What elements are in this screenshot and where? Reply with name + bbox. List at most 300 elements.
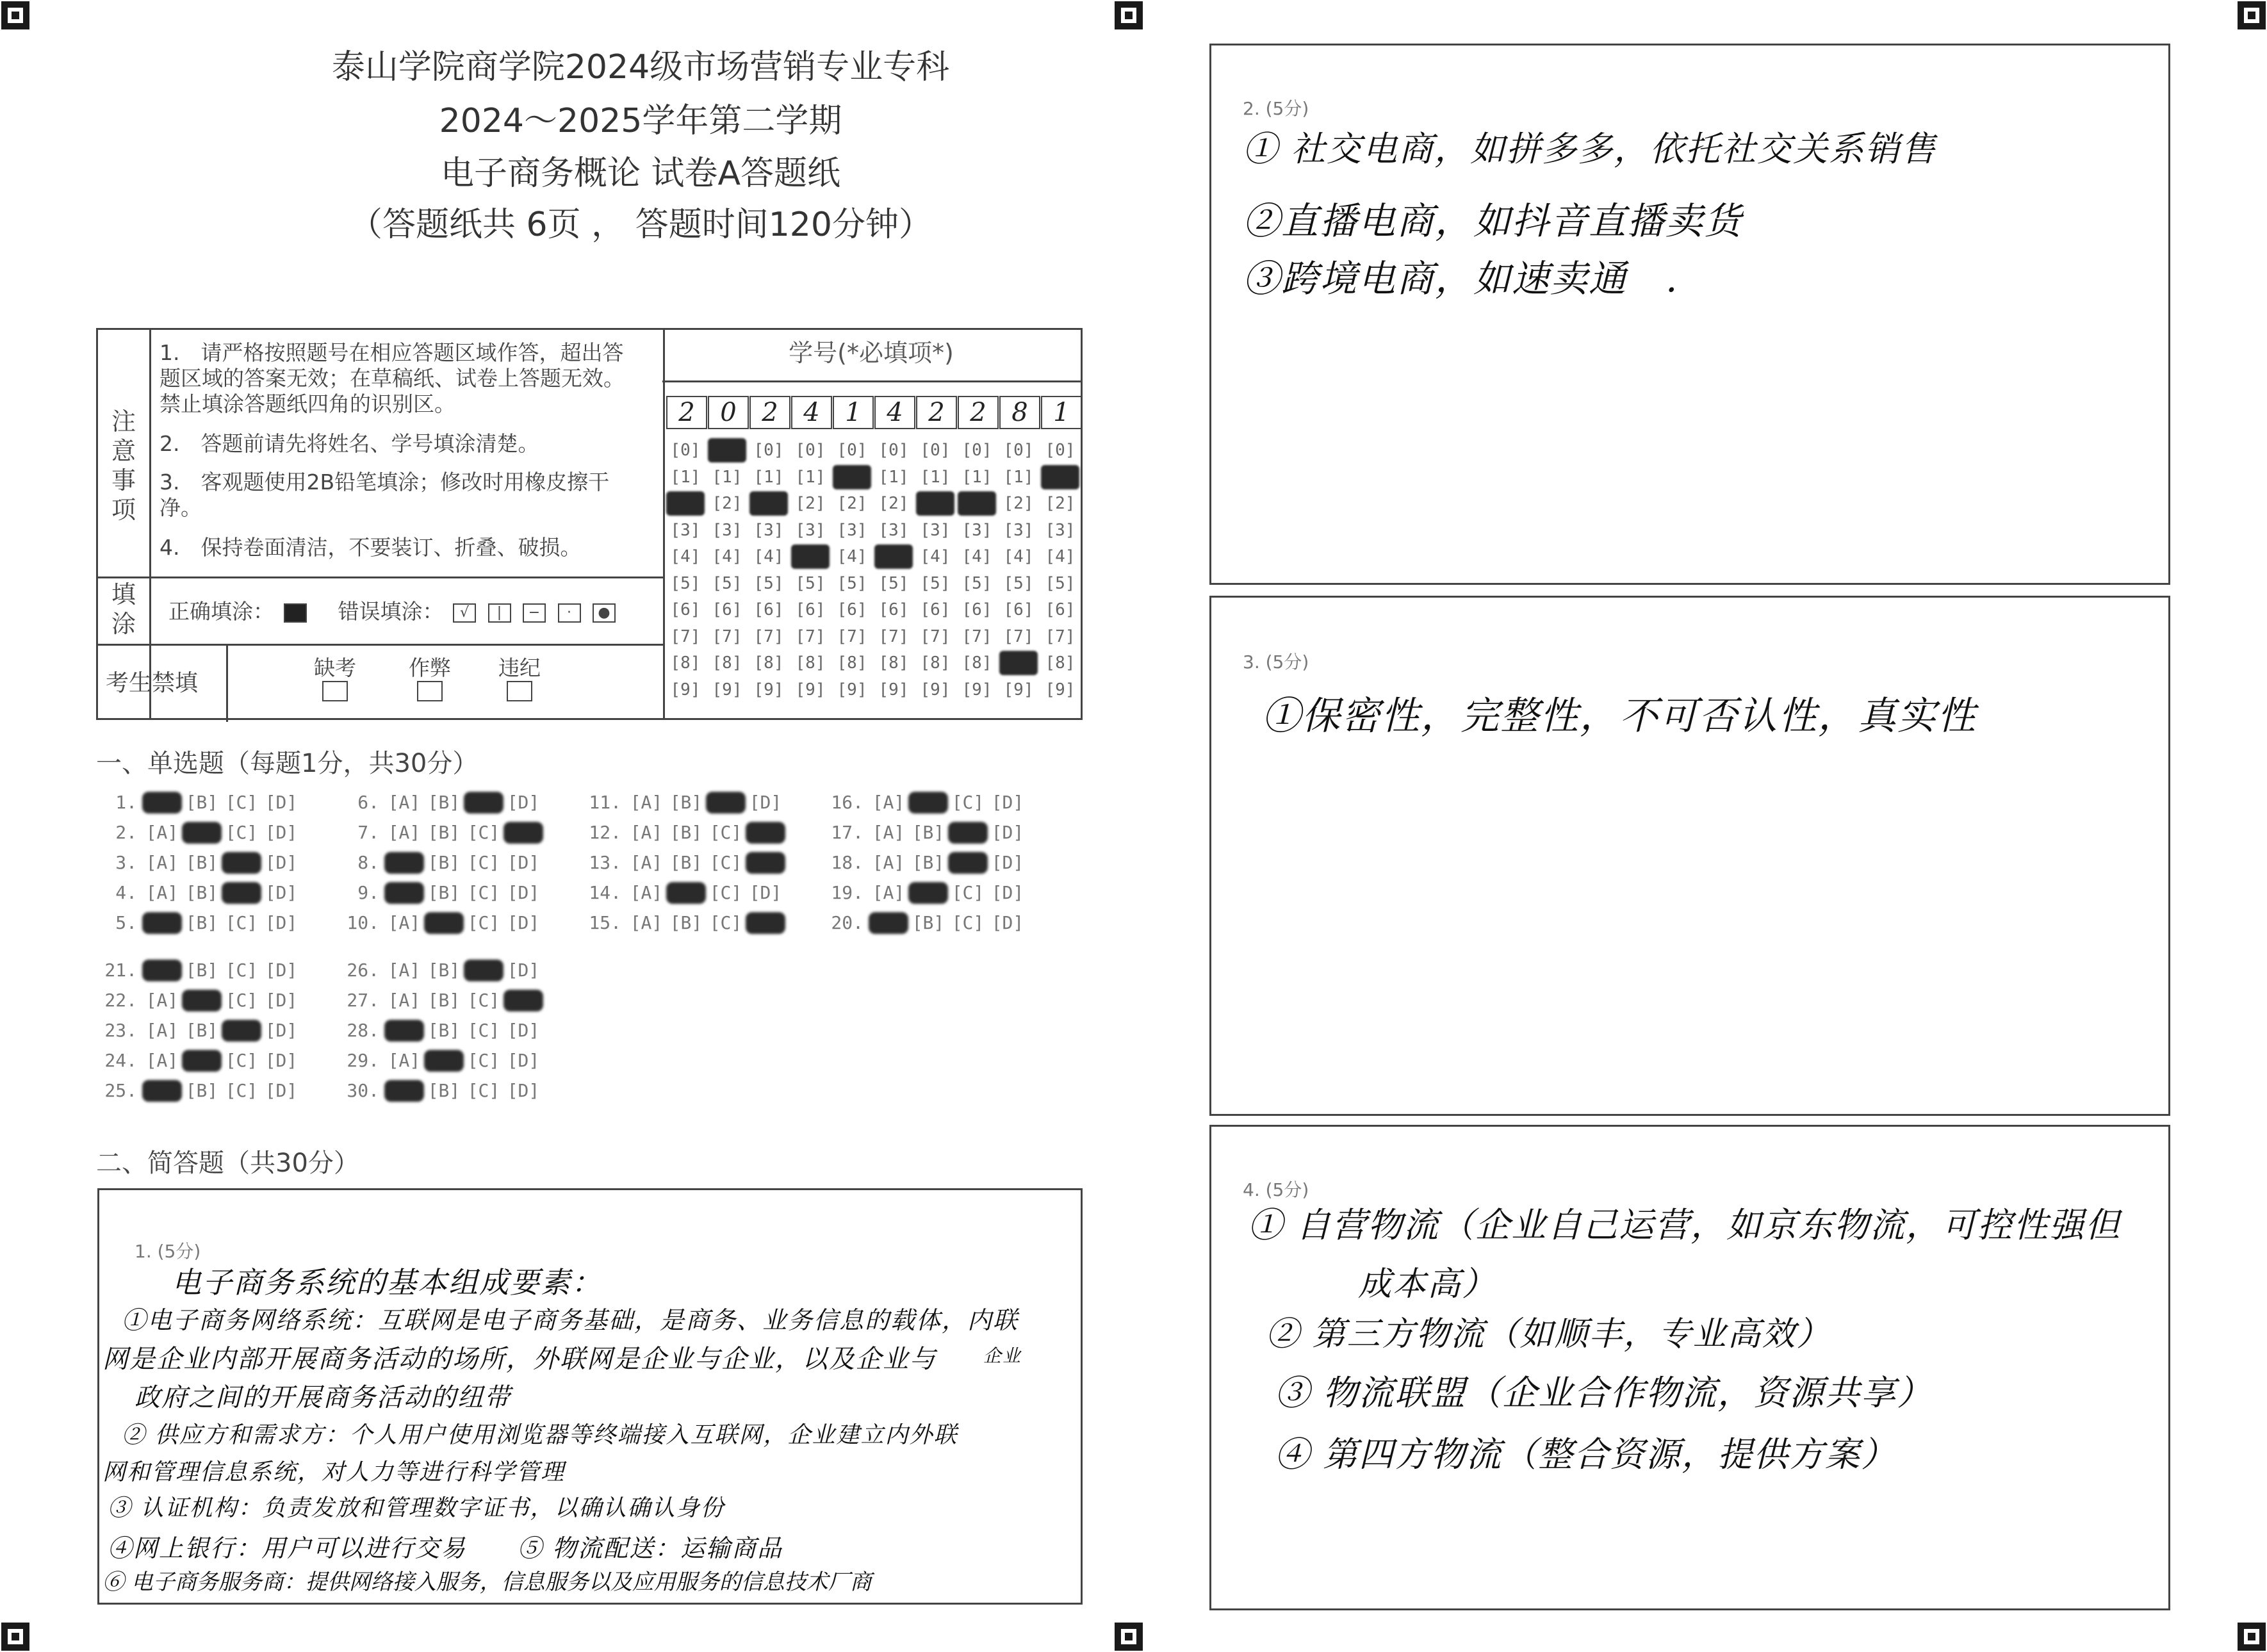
student-id-title: 学号(*必填项*): [789, 339, 954, 367]
mcq-option-c[interactable]: [464, 960, 503, 981]
student-id-bubble[interactable]: [9]: [878, 680, 909, 699]
mcq-option-b[interactable]: [B]: [427, 822, 461, 843]
mcq-option-c[interactable]: [C]: [467, 912, 500, 933]
mcq-option-c[interactable]: [C]: [467, 852, 500, 873]
mcq-option-c[interactable]: [C]: [225, 1080, 258, 1101]
student-id-bubble[interactable]: [7]: [878, 626, 909, 646]
mcq-option-c[interactable]: [C]: [467, 1050, 500, 1071]
mcq-option-a[interactable]: [A]: [388, 1050, 421, 1071]
mcq-option-a[interactable]: [384, 1080, 424, 1102]
student-id-bubble[interactable]: [2]: [837, 494, 867, 513]
student-id-bubble[interactable]: [6]: [878, 600, 909, 619]
forbid-absent: [309, 655, 361, 707]
correct-fill-label: 正确填涂：: [168, 599, 274, 624]
student-id-bubble[interactable]: [1]: [962, 467, 992, 487]
student-id-bubble[interactable]: [4]: [837, 547, 867, 566]
mcq-option-a[interactable]: [A]: [630, 912, 663, 933]
mcq-option-a[interactable]: [142, 1080, 182, 1102]
mcq-option-c[interactable]: [C]: [467, 1020, 500, 1041]
mcq-option-b[interactable]: [B]: [185, 1080, 218, 1101]
student-id-bubble[interactable]: [3]: [795, 520, 826, 540]
student-id-bubble[interactable]: [8]: [878, 653, 909, 673]
fill-label: 填涂: [111, 580, 136, 638]
mcq-option-b[interactable]: [424, 1050, 464, 1072]
mcq-option-c[interactable]: [C]: [951, 882, 985, 903]
mcq-number: 14.: [589, 882, 621, 903]
mcq-option-a[interactable]: [384, 852, 424, 874]
student-id-bubble[interactable]: [8]: [795, 653, 826, 673]
student-id-bubble[interactable]: [999, 651, 1038, 675]
mcq-number: 9.: [357, 882, 379, 903]
student-id-bubble[interactable]: [6]: [712, 600, 742, 619]
mcq-question-23: [104, 1020, 301, 1042]
student-id-bubble[interactable]: [833, 465, 871, 489]
mcq-option-a[interactable]: [A]: [388, 822, 421, 843]
mcq-option-d[interactable]: [D]: [265, 990, 298, 1011]
student-id-bubble[interactable]: [9]: [670, 680, 701, 699]
mcq-number: 30.: [347, 1080, 379, 1101]
mcq-number: 22.: [104, 990, 137, 1011]
student-id-bubble[interactable]: [6]: [962, 600, 992, 619]
mcq-option-c[interactable]: [C]: [467, 1080, 500, 1101]
mcq-option-a[interactable]: [142, 912, 182, 934]
student-id-bubble[interactable]: [8]: [753, 653, 784, 673]
student-id-bubble[interactable]: [7]: [1045, 626, 1076, 646]
student-id-bubble[interactable]: [6]: [1045, 600, 1076, 619]
mcq-option-a[interactable]: [A]: [630, 882, 663, 903]
mcq-option-b[interactable]: [B]: [669, 822, 703, 843]
mcq-option-d[interactable]: [D]: [749, 792, 782, 813]
mcq-option-b[interactable]: [908, 882, 948, 904]
student-id-bubble[interactable]: [4]: [1003, 547, 1034, 566]
student-id-bubble[interactable]: [5]: [712, 573, 742, 593]
mcq-option-d[interactable]: [D]: [507, 852, 540, 873]
mcq-number: 28.: [347, 1020, 379, 1041]
mcq-question-12: [588, 822, 785, 844]
mcq-option-c[interactable]: [948, 852, 988, 874]
q4-line-2: 成本高）: [1358, 1265, 1497, 1304]
mcq-number: 16.: [831, 792, 863, 813]
notice-item-4: 4. 保持卷面清洁，不要装订、折叠、破损。: [160, 535, 582, 560]
correct-fill-example: [284, 603, 307, 623]
mcq-option-d[interactable]: [D]: [265, 1050, 298, 1071]
mcq-question-11: [588, 792, 785, 814]
mcq-option-d[interactable]: [D]: [991, 792, 1024, 813]
mcq-question-19: [830, 882, 1027, 904]
student-id-bubble[interactable]: [5]: [837, 573, 867, 593]
student-id-bubble[interactable]: [9]: [837, 680, 867, 699]
mcq-option-a[interactable]: [A]: [388, 990, 421, 1011]
student-id-bubble[interactable]: [6]: [753, 600, 784, 619]
q2-line-1: ① 社交电商，如拼多多，依托社交关系销售: [1243, 129, 1937, 169]
forbid-violate: [494, 655, 545, 707]
student-id-bubble[interactable]: [1]: [670, 467, 701, 487]
mcq-option-b[interactable]: [B]: [185, 1020, 218, 1041]
student-id-bubble[interactable]: [1]: [878, 467, 909, 487]
mcq-option-c[interactable]: [C]: [951, 912, 985, 933]
student-id-bubble[interactable]: [3]: [712, 520, 742, 540]
student-id-bubble[interactable]: [3]: [878, 520, 909, 540]
student-id-bubble[interactable]: [2]: [1045, 494, 1076, 513]
q1-line-3: 网是企业内部开展商务活动的场所，外联网是企业与企业，以及企业与: [102, 1345, 937, 1374]
mcq-option-d[interactable]: [D]: [507, 882, 540, 903]
mcq-option-c[interactable]: [C]: [709, 882, 742, 903]
student-id-bubble[interactable]: [9]: [1045, 680, 1076, 699]
mcq-option-b[interactable]: [B]: [427, 852, 461, 873]
student-id-bubble[interactable]: [4]: [670, 547, 701, 566]
mcq-number: 25.: [104, 1080, 137, 1101]
q3-label: 3. (5分): [1243, 651, 1309, 673]
mcq-option-b[interactable]: [B]: [427, 960, 461, 981]
mcq-option-d[interactable]: [D]: [265, 822, 298, 843]
student-id-bubble[interactable]: [9]: [795, 680, 826, 699]
mcq-option-b[interactable]: [424, 912, 464, 934]
mcq-option-a[interactable]: [A]: [145, 1050, 179, 1071]
mcq-option-b[interactable]: [B]: [427, 1080, 461, 1101]
mcq-option-c[interactable]: [C]: [709, 912, 742, 933]
mcq-question-26: [346, 960, 543, 981]
mcq-option-b[interactable]: [182, 990, 222, 1011]
mcq-question-10: [346, 912, 543, 934]
student-id-bubble[interactable]: [4]: [712, 547, 742, 566]
student-id-bubble[interactable]: [0]: [920, 441, 951, 460]
student-id-digit-3: 2: [749, 396, 790, 429]
student-id-bubble[interactable]: [8]: [712, 653, 742, 673]
registration-mark-top-left: [1, 1, 29, 29]
student-id-bubble[interactable]: [7]: [753, 626, 784, 646]
mcq-option-d[interactable]: [D]: [265, 1080, 298, 1101]
student-id-bubble[interactable]: [3]: [670, 520, 701, 540]
registration-mark-top-center: [1115, 1, 1143, 29]
wrong-fill-dash: −: [523, 603, 546, 623]
mcq-option-d[interactable]: [D]: [507, 792, 540, 813]
student-id-bubble[interactable]: [958, 491, 996, 516]
mcq-number: 26.: [347, 960, 379, 981]
student-id-bubble[interactable]: [9]: [753, 680, 784, 699]
mcq-option-c[interactable]: [C]: [225, 990, 258, 1011]
mcq-option-d[interactable]: [D]: [265, 912, 298, 933]
forbid-violate-label: 违纪: [498, 655, 541, 680]
mcq-option-d[interactable]: [D]: [749, 882, 782, 903]
mcq-option-d[interactable]: [D]: [265, 1020, 298, 1041]
mcq-option-d[interactable]: [D]: [265, 852, 298, 873]
mcq-option-a[interactable]: [A]: [388, 792, 421, 813]
mcq-option-a[interactable]: [A]: [872, 822, 905, 843]
student-id-digit-2: 0: [708, 396, 749, 429]
forbid-absent-checkbox[interactable]: [322, 681, 348, 701]
mcq-option-c[interactable]: [C]: [225, 960, 258, 981]
mcq-option-d[interactable]: [D]: [265, 792, 298, 813]
mcq-option-d[interactable]: [D]: [265, 882, 298, 903]
mcq-option-d[interactable]: [D]: [507, 960, 540, 981]
student-id-bubble[interactable]: [0]: [795, 441, 826, 460]
notice-item-2: 2. 答题前请先将姓名、学号填涂清楚。: [160, 431, 539, 456]
student-id-bubble[interactable]: [6]: [837, 600, 867, 619]
student-id-bubble[interactable]: [8]: [837, 653, 867, 673]
q4-line-3: ② 第三方物流（如顺丰，专业高效）: [1266, 1315, 1831, 1353]
q4-line-5: ④ 第四方物流（整合资源，提供方案）: [1275, 1434, 1897, 1475]
student-id-bubble[interactable]: [0]: [670, 441, 701, 460]
mcq-option-a[interactable]: [A]: [630, 792, 663, 813]
student-id-bubble[interactable]: [7]: [920, 626, 951, 646]
mcq-number: 19.: [831, 882, 863, 903]
student-id-bubble[interactable]: [2]: [878, 494, 909, 513]
student-id-bubble[interactable]: [0]: [753, 441, 784, 460]
student-id-bubble[interactable]: [1]: [712, 467, 742, 487]
mcq-question-9: [346, 882, 543, 904]
mcq-option-d[interactable]: [503, 990, 543, 1011]
q1-label: 1. (5分): [135, 1241, 201, 1262]
mcq-option-c[interactable]: [C]: [951, 792, 985, 813]
wrong-fill-label: 错误填涂：: [338, 599, 444, 624]
mcq-number: 6.: [357, 792, 379, 813]
mcq-option-c[interactable]: [C]: [225, 1050, 258, 1071]
q4-label: 4. (5分): [1243, 1179, 1309, 1200]
mcq-question-2: [104, 822, 301, 844]
mcq-option-c[interactable]: [C]: [225, 822, 258, 843]
student-id-bubble[interactable]: [6]: [1003, 600, 1034, 619]
mcq-option-c[interactable]: [222, 852, 261, 874]
mcq-option-c[interactable]: [222, 1020, 261, 1042]
student-id-digit-7: 2: [916, 396, 957, 429]
mcq-option-c[interactable]: [C]: [467, 822, 500, 843]
student-id-bubble[interactable]: [8]: [962, 653, 992, 673]
exam-title-course: 电子商务概论 试卷A答题纸: [440, 154, 841, 193]
student-id-bubble[interactable]: [7]: [795, 626, 826, 646]
mcq-option-a[interactable]: [384, 1020, 424, 1042]
notice-label: 注意事项: [111, 407, 136, 524]
mcq-option-a[interactable]: [A]: [145, 882, 179, 903]
mcq-question-15: [588, 912, 785, 934]
mcq-option-c[interactable]: [222, 882, 261, 904]
mcq-option-a[interactable]: [142, 792, 182, 814]
student-id-bubble[interactable]: [5]: [1045, 573, 1076, 593]
mcq-question-3: [104, 852, 301, 874]
mcq-option-b[interactable]: [B]: [427, 1020, 461, 1041]
mcq-option-a[interactable]: [A]: [145, 990, 179, 1011]
mcq-option-b[interactable]: [B]: [185, 912, 218, 933]
mcq-option-d[interactable]: [D]: [507, 1080, 540, 1101]
q1-line-2: ①电子商务网络系统：互联网是电子商务基础，是商务、业务信息的载体，内联: [122, 1306, 1019, 1334]
student-id-bubble[interactable]: [7]: [712, 626, 742, 646]
mcq-option-d[interactable]: [D]: [991, 882, 1024, 903]
student-id-bubble[interactable]: [5]: [670, 573, 701, 593]
mcq-number: 24.: [104, 1050, 137, 1071]
student-id-bubble[interactable]: [1]: [795, 467, 826, 487]
mcq-number: 13.: [589, 852, 621, 873]
mcq-number: 8.: [357, 852, 379, 873]
mcq-option-a[interactable]: [A]: [145, 1020, 179, 1041]
student-id-bubble[interactable]: [916, 491, 954, 516]
mcq-option-a[interactable]: [A]: [145, 852, 179, 873]
q1-line-8: ④网上银行：用户可以进行交易 ⑤ 物流配送：运输商品: [108, 1534, 783, 1562]
wrong-fill-dot: ·: [558, 603, 581, 623]
student-id-bubble[interactable]: [749, 491, 788, 516]
student-id-bubble[interactable]: [708, 438, 746, 462]
mcq-option-b[interactable]: [B]: [669, 852, 703, 873]
student-id-digit-4: 4: [791, 396, 832, 429]
student-id-bubble[interactable]: [8]: [920, 653, 951, 673]
mcq-option-d[interactable]: [746, 912, 785, 934]
student-id-bubble[interactable]: [6]: [795, 600, 826, 619]
student-id-bubble[interactable]: [4]: [962, 547, 992, 566]
student-id-bubble[interactable]: [9]: [962, 680, 992, 699]
mcq-option-c[interactable]: [948, 822, 988, 844]
registration-mark-bottom-center: [1115, 1623, 1143, 1651]
student-id-bubble[interactable]: [3]: [753, 520, 784, 540]
registration-mark-bottom-right: [2238, 1623, 2266, 1651]
mcq-option-d[interactable]: [D]: [991, 822, 1024, 843]
student-id-bubble[interactable]: [3]: [920, 520, 951, 540]
mcq-option-a[interactable]: [A]: [872, 792, 905, 813]
student-id-bubble[interactable]: [0]: [878, 441, 909, 460]
student-id-bubble[interactable]: [0]: [962, 441, 992, 460]
mcq-option-b[interactable]: [666, 882, 706, 904]
mcq-option-b[interactable]: [B]: [185, 792, 218, 813]
mcq-question-5: [104, 912, 301, 934]
student-id-bubble[interactable]: [1]: [1003, 467, 1034, 487]
student-id-bubble[interactable]: [5]: [962, 573, 992, 593]
student-id-bubble[interactable]: [5]: [878, 573, 909, 593]
mcq-option-b[interactable]: [B]: [427, 990, 461, 1011]
mcq-option-d[interactable]: [D]: [991, 852, 1024, 873]
student-id-bubble[interactable]: [5]: [1003, 573, 1034, 593]
mcq-option-d[interactable]: [746, 852, 785, 874]
student-id-bubble[interactable]: [7]: [962, 626, 992, 646]
mcq-number: 11.: [589, 792, 621, 813]
student-id-bubble[interactable]: [7]: [670, 626, 701, 646]
student-id-bubble[interactable]: [666, 491, 705, 516]
mcq-option-a[interactable]: [A]: [872, 852, 905, 873]
mcq-option-a[interactable]: [A]: [630, 822, 663, 843]
mcq-option-b[interactable]: [B]: [427, 882, 461, 903]
student-id-bubble[interactable]: [9]: [1003, 680, 1034, 699]
q1-line-6: 网和管理信息系统，对人力等进行科学管理: [102, 1459, 566, 1485]
forbid-cheat-checkbox[interactable]: [417, 681, 443, 701]
mcq-option-c[interactable]: [C]: [709, 852, 742, 873]
student-id-bubble[interactable]: [5]: [920, 573, 951, 593]
mcq-number: 4.: [115, 882, 137, 903]
student-id-bubble[interactable]: [8]: [1045, 653, 1076, 673]
mcq-option-c[interactable]: [C]: [467, 990, 500, 1011]
answer-box-q3[interactable]: [1209, 596, 2170, 1116]
student-id-bubble[interactable]: [5]: [753, 573, 784, 593]
mcq-option-d[interactable]: [D]: [265, 960, 298, 981]
student-id-bubble[interactable]: [5]: [795, 573, 826, 593]
mcq-option-b[interactable]: [908, 792, 948, 814]
mcq-option-d[interactable]: [D]: [507, 912, 540, 933]
section2-title: 二、简答题（共30分）: [96, 1149, 359, 1178]
mcq-option-b[interactable]: [B]: [427, 792, 461, 813]
exam-title-term: 2024～2025学年第二学期: [439, 102, 842, 140]
mcq-option-c[interactable]: [C]: [225, 912, 258, 933]
student-id-bubble[interactable]: [6]: [670, 600, 701, 619]
student-id-bubble[interactable]: [3]: [962, 520, 992, 540]
student-id-bubble[interactable]: [3]: [1003, 520, 1034, 540]
mcq-option-b[interactable]: [B]: [669, 912, 703, 933]
mcq-option-b[interactable]: [B]: [912, 852, 945, 873]
student-id-bubble[interactable]: [791, 544, 830, 569]
mcq-number: 7.: [357, 822, 379, 843]
mcq-option-d[interactable]: [D]: [507, 1050, 540, 1071]
student-id-bubble[interactable]: [0]: [1003, 441, 1034, 460]
mcq-option-d[interactable]: [503, 822, 543, 844]
mcq-option-a[interactable]: [A]: [145, 822, 179, 843]
student-id-bubble[interactable]: [4]: [920, 547, 951, 566]
mcq-option-a[interactable]: [869, 912, 908, 934]
mcq-option-b[interactable]: [B]: [185, 882, 218, 903]
student-id-bubble[interactable]: [0]: [1045, 441, 1076, 460]
mcq-question-18: [830, 852, 1027, 874]
mcq-option-b[interactable]: [B]: [185, 852, 218, 873]
mcq-option-a[interactable]: [A]: [872, 882, 905, 903]
mcq-option-b[interactable]: [B]: [912, 822, 945, 843]
mcq-option-c[interactable]: [C]: [709, 822, 742, 843]
student-id-bubble[interactable]: [1]: [920, 467, 951, 487]
mcq-question-21: [104, 960, 301, 981]
mcq-option-d[interactable]: [D]: [507, 1020, 540, 1041]
mcq-number: 3.: [115, 852, 137, 873]
mcq-option-b[interactable]: [182, 822, 222, 844]
mcq-option-c[interactable]: [706, 792, 746, 814]
student-id-bubble[interactable]: [3]: [1045, 520, 1076, 540]
student-id-digits: [666, 396, 1083, 429]
student-id-bubble[interactable]: [1]: [753, 467, 784, 487]
mcq-option-b[interactable]: [182, 1050, 222, 1072]
student-id-bubble[interactable]: [3]: [837, 520, 867, 540]
forbid-violate-checkbox[interactable]: [507, 681, 532, 701]
mcq-option-a[interactable]: [A]: [630, 852, 663, 873]
mcq-option-a[interactable]: [142, 960, 182, 981]
mcq-option-c[interactable]: [C]: [467, 882, 500, 903]
student-id-bubble[interactable]: [2]: [1003, 494, 1034, 513]
student-id-bubble[interactable]: [0]: [837, 441, 867, 460]
student-id-bubble[interactable]: [4]: [753, 547, 784, 566]
mcq-option-c[interactable]: [C]: [225, 792, 258, 813]
student-id-bubble[interactable]: [9]: [920, 680, 951, 699]
mcq-option-d[interactable]: [746, 822, 785, 844]
mcq-option-a[interactable]: [A]: [388, 960, 421, 981]
mcq-number: 2.: [115, 822, 137, 843]
forbid-absent-label: 缺考: [314, 655, 356, 680]
mcq-question-1: [104, 792, 301, 814]
mcq-option-b[interactable]: [B]: [185, 960, 218, 981]
student-id-digit-9: 8: [999, 396, 1040, 429]
student-id-bubble[interactable]: [6]: [920, 600, 951, 619]
mcq-option-c[interactable]: [464, 792, 503, 814]
student-id-bubble[interactable]: [874, 544, 913, 569]
mcq-number: 20.: [831, 912, 863, 933]
mcq-number: 1.: [115, 792, 137, 813]
student-id-bubble[interactable]: [1041, 465, 1079, 489]
student-id-bubble[interactable]: [2]: [795, 494, 826, 513]
student-id-bubble[interactable]: [9]: [712, 680, 742, 699]
mcq-option-d[interactable]: [D]: [991, 912, 1024, 933]
mcq-question-8: [346, 852, 543, 874]
student-id-bubble[interactable]: [7]: [837, 626, 867, 646]
mcq-option-b[interactable]: [B]: [912, 912, 945, 933]
student-id-bubble[interactable]: [8]: [670, 653, 701, 673]
mcq-option-b[interactable]: [B]: [669, 792, 703, 813]
mcq-number: 27.: [347, 990, 379, 1011]
student-id-bubble[interactable]: [2]: [712, 494, 742, 513]
mcq-option-a[interactable]: [A]: [388, 912, 421, 933]
student-id-bubble[interactable]: [4]: [1045, 547, 1076, 566]
mcq-number: 29.: [347, 1050, 379, 1071]
student-id-bubble[interactable]: [7]: [1003, 626, 1034, 646]
mcq-option-a[interactable]: [384, 882, 424, 904]
exam-title-info: （答题纸共 6页 ， 答题时间120分钟）: [349, 206, 932, 244]
